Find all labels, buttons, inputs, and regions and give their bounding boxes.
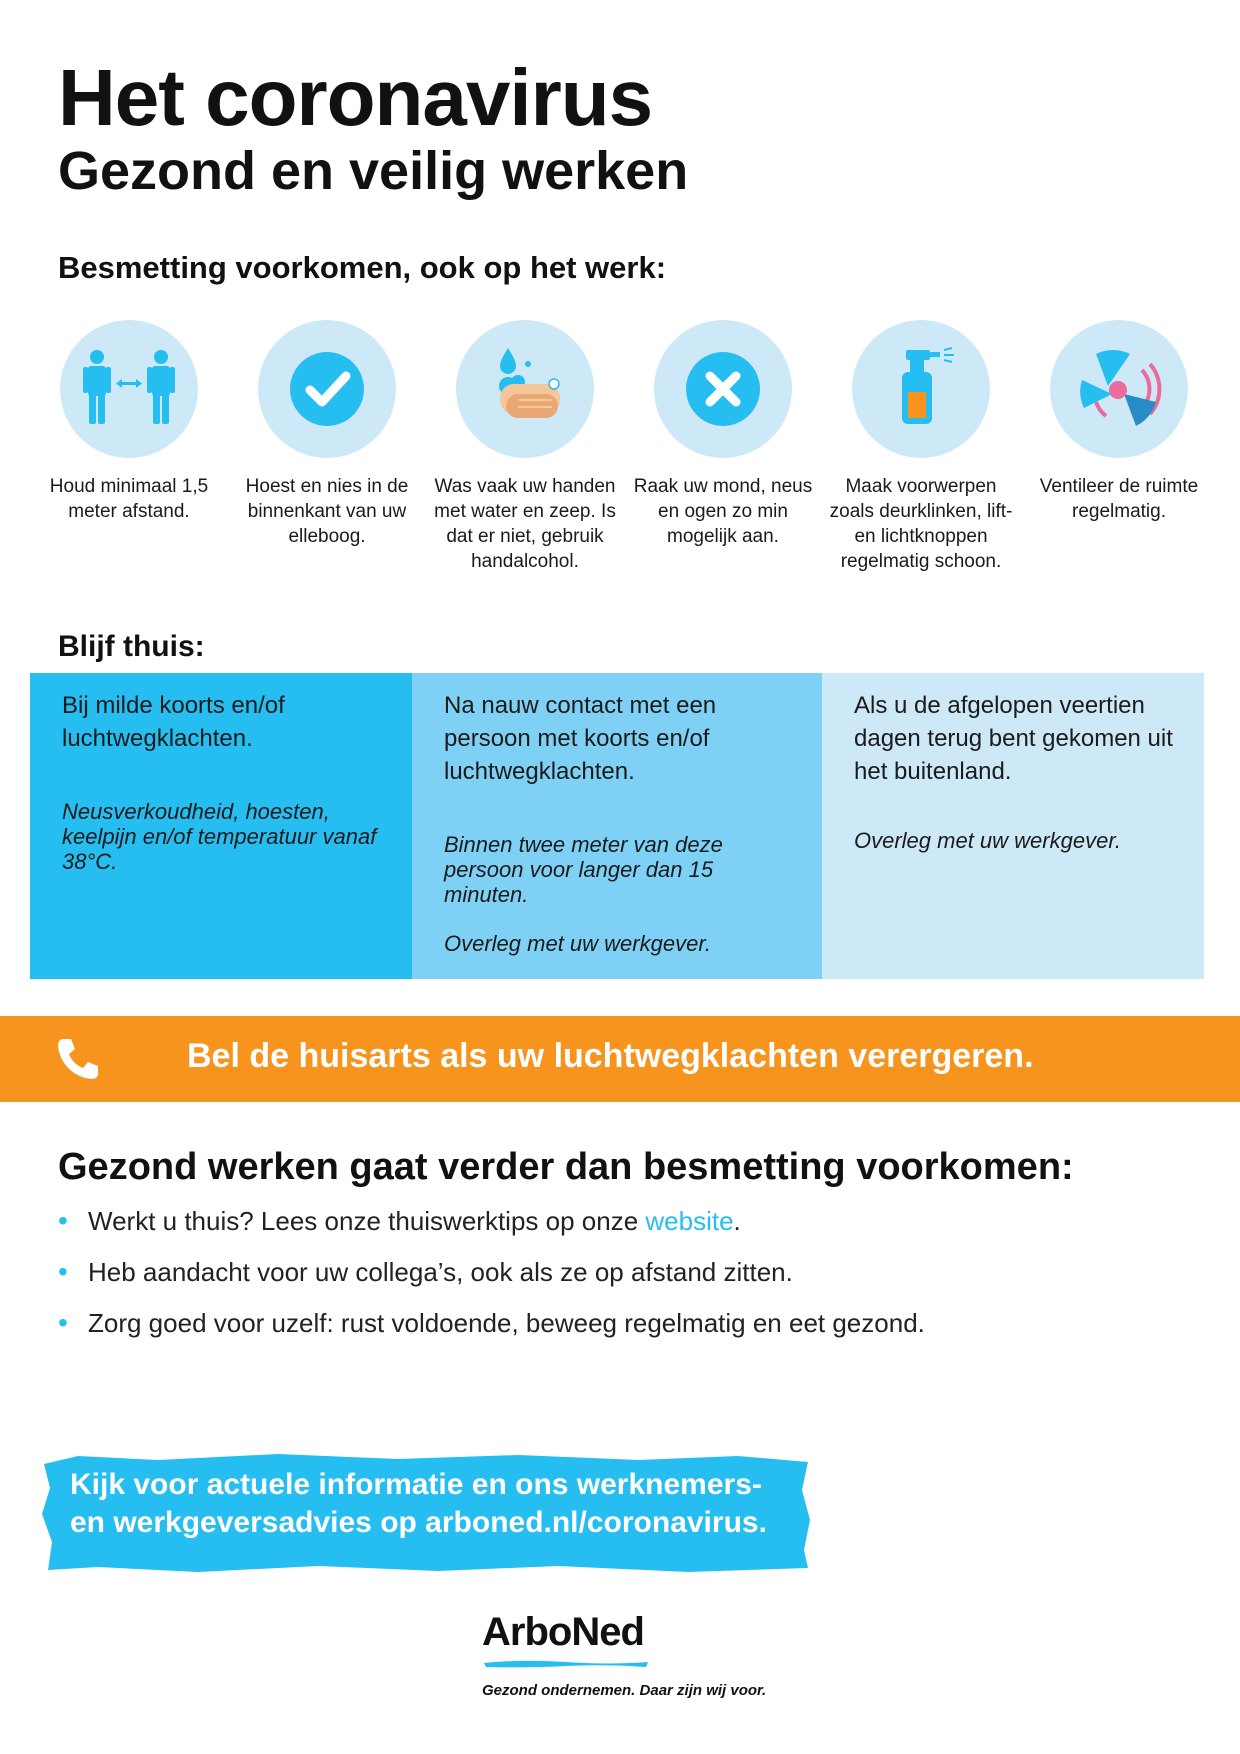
stay-home-abroad xyxy=(822,673,1204,979)
list-item-text: Werkt u thuis? Lees onze thuiswerktips op onze xyxy=(88,1206,646,1236)
info-callout xyxy=(38,1450,818,1576)
spray-bottle-icon xyxy=(852,320,990,458)
tip-distance xyxy=(30,320,228,524)
callout-line: Kijk voor actuele informatie en ons werknemers- xyxy=(70,1468,762,1501)
tip-label: Hoest en nies in de binnenkant van uw elleboog. xyxy=(245,476,409,547)
stay-home-note: Binnen twee meter van deze persoon voor langer dan 15 minuten. xyxy=(444,832,723,907)
list-item-end: . xyxy=(733,1206,741,1236)
tip-wash-hands xyxy=(426,320,624,574)
tip-label: Raak uw mond, neus en ogen zo min mogelijk aan. xyxy=(633,476,813,547)
healthy-work-heading: Gezond werken gaat verder dan besmetting voorkomen: xyxy=(58,1146,1074,1188)
distance-icon xyxy=(60,320,198,458)
logo-underline xyxy=(482,1658,650,1668)
website-link[interactable]: website xyxy=(645,1206,734,1236)
stay-home-note: Neusverkoudheid, hoesten, keelpijn en/of temperatuur vanaf 38°C. xyxy=(62,799,377,874)
stay-home-note: Overleg met uw werkgever. xyxy=(854,828,1121,853)
callout-line: en werkgeversadvies op arboned.nl/coronavirus. xyxy=(70,1506,767,1539)
prevention-heading: Besmetting voorkomen, ook op het werk: xyxy=(58,250,667,285)
callout-text xyxy=(70,1466,767,1542)
list-item xyxy=(58,1205,925,1237)
stay-home-heading: Blijf thuis: xyxy=(58,630,205,663)
arboned-logo xyxy=(482,1610,662,1670)
phone-icon xyxy=(55,1036,101,1082)
tip-label: Maak voorwerpen zoals deurklinken, lift- en lichtknoppen regelmatig schoon. xyxy=(829,476,1013,572)
page-subtitle: Gezond en veilig werken xyxy=(58,141,689,201)
tip-label: Houd minimaal 1,5 meter afstand. xyxy=(49,476,209,522)
stay-home-columns xyxy=(30,673,1204,979)
tip-no-face-touch xyxy=(624,320,822,549)
list-item: • Heb aandacht voor uw collega’s, ook als ze op afstand zitten. xyxy=(58,1256,925,1288)
tip-elbow xyxy=(228,320,426,549)
logo-wordmark: ArboNed xyxy=(482,1610,644,1654)
checkmark-icon xyxy=(258,320,396,458)
stay-home-mild-symptoms xyxy=(30,673,412,979)
ventilation-fan-icon xyxy=(1050,320,1188,458)
tagline: Gezond ondernemen. Daar zijn wij voor. xyxy=(482,1682,767,1699)
stay-home-close-contact xyxy=(412,673,822,979)
list-item: • Zorg goed voor uzelf: rust voldoende, beweeg regelmatig en eet gezond. xyxy=(58,1307,925,1339)
healthy-work-list xyxy=(58,1205,925,1358)
hand-washing-icon xyxy=(456,320,594,458)
stay-home-condition: Als u de afgelopen veertien dagen terug bent gekomen uit het buitenland. xyxy=(854,692,1173,785)
prevention-tips xyxy=(30,320,1220,610)
page-title: Het coronavirus xyxy=(58,53,653,142)
tip-label: Was vaak uw handen met water en zeep. Is dat er niet, gebruik handalcohol. xyxy=(434,476,616,572)
tip-label: Ventileer de ruimte regelmatig. xyxy=(1039,476,1199,522)
call-gp-text: Bel de huisarts als uw luchtwegklachten verergeren. xyxy=(187,1037,1034,1075)
stay-home-note-employer: Overleg met uw werkgever. xyxy=(444,931,711,956)
tip-clean xyxy=(822,320,1020,574)
call-gp-banner xyxy=(0,1016,1240,1102)
tip-ventilate xyxy=(1020,320,1218,524)
stay-home-condition: Na nauw contact met een persoon met koorts en/of luchtwegklachten. xyxy=(444,692,717,785)
stay-home-condition: Bij milde koorts en/of luchtwegklachten. xyxy=(62,692,285,752)
cross-icon xyxy=(654,320,792,458)
